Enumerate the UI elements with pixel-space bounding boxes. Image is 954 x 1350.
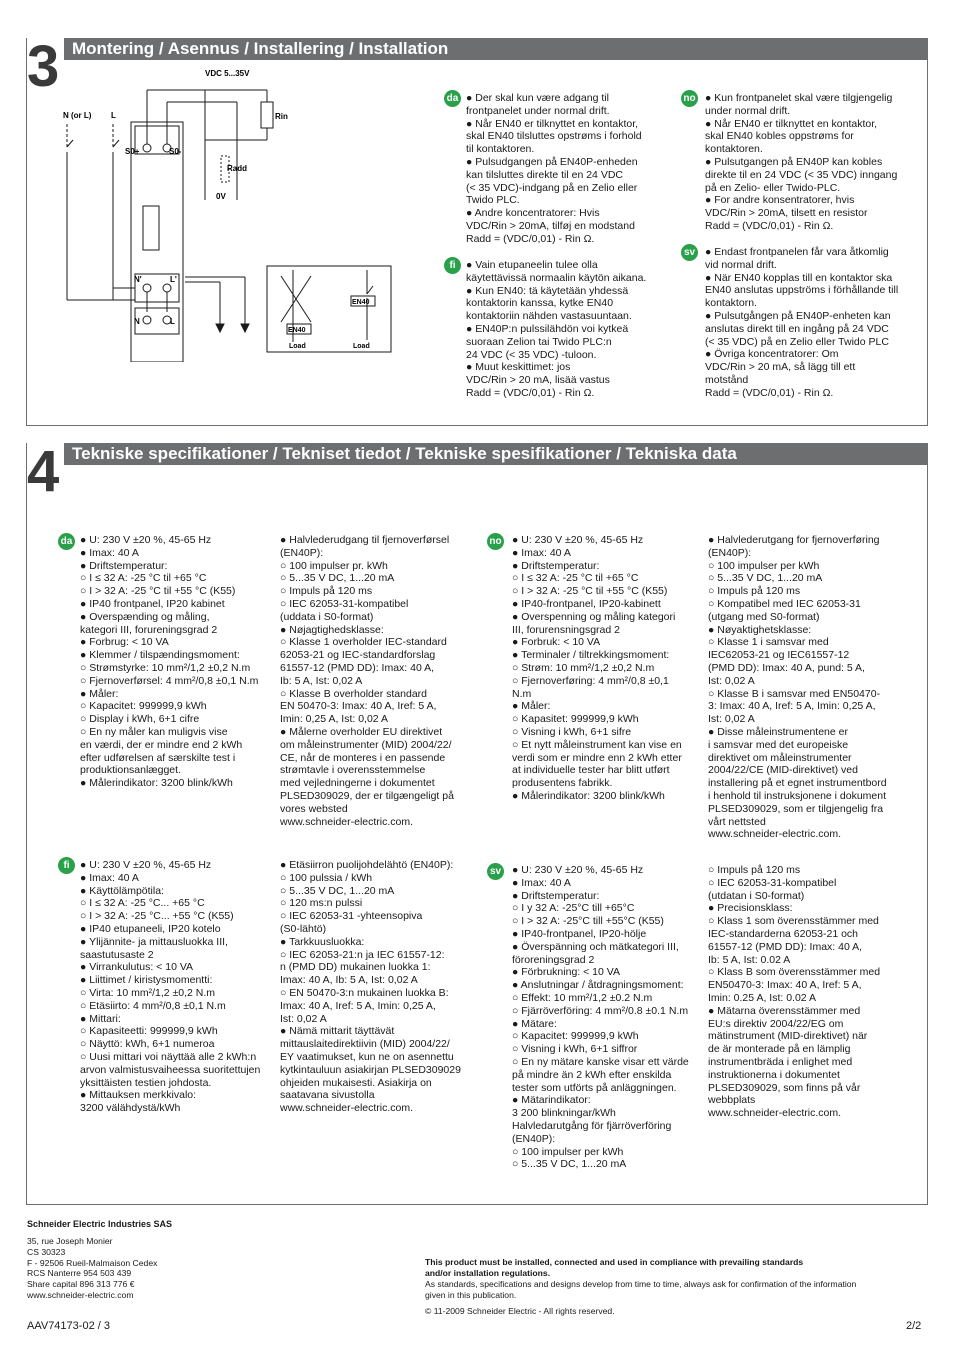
page-number: 2/2	[906, 1320, 922, 1332]
lang-badge-fi: fi	[444, 257, 461, 274]
lang-badge-da: da	[58, 533, 75, 550]
company-address: 35, rue Joseph Monier CS 30323 F - 92506 Rueil-Malmaison Cedex RCS Nanterre 954 503 439 Share capital 896 313 776 € www.schneider-electric.com	[27, 1236, 158, 1300]
label-s0-plus: S0+	[125, 147, 140, 156]
standards-notice: As standards, specifications and designs develop from time to time, always ask for confirmation of the information given in this publication.	[425, 1279, 857, 1300]
label-en40-right: EN40	[352, 299, 370, 306]
install-text-sv: ● Endast frontpanelen får vara åtkomlig vid normal drift. ● När EN40 kopplas till en kontaktor ska EN40 anslutas uppströms i förhållande till kontaktorn. ● Pulsutgången på EN40P-enheten kan anslutas direkt till en ingång på 24 VDC (< 35 VDC) på en Zelio eller Twido PLC ● Övriga koncentratorer: Om VDC/Rin > 20 mA, så lägg till ett motstånd Radd = (VDC/0,01) - Rin Ω.	[705, 246, 899, 399]
spec-sv-col1: ● U: 230 V ±20 %, 45-65 Hz ● Imax: 40 A ● Driftstemperatur: ○ I y 32 A: -25°C till +65°C ○ I > 32 A: -25°C till +55°C (K55) ● IP40-frontpanel, IP20-hölje ● Överspänning och mätkategori III, föroreningsgrad 2 ● Förbrukning: < 10 VA ● Anslutningar / åtdragningsmoment: ○ Effekt: 10 mm²/1,2 ±0.2 N.m ○ Fjärröverföring: 4 mm²/0.8 ±0.1 N.m ● Mätare: ○ Kapacitet: 999999,9 kWh ○ Visning i kWh, 6+1 siffror ○ En ny mätare kanske visar ett värde på mindre än 2 kWh efter enskilda tester som utförts på anläggningen. ● Mätarindikator: 3 200 blinkningar/kWh Halvledarutgång för fjärröverföring (EN40P): ○ 100 impulser per kWh ○ 5...35 V DC, 1...20 mA	[512, 864, 689, 1171]
label-l: L	[111, 111, 116, 120]
section-title: Tekniske specifikationer / Tekniset tiedot / Tekniske spesifikationer / Tekniska data	[64, 443, 927, 465]
document-reference: AAV74173-02 / 3	[27, 1320, 110, 1332]
label-s0-minus: S0-	[169, 147, 182, 156]
lang-badge-no: no	[681, 90, 698, 107]
label-load-left: Load	[289, 343, 306, 350]
copyright: © 11-2009 Schneider Electric - All rights reserved.	[425, 1306, 615, 1316]
section-title: Montering / Asennus / Installering / Installation	[64, 38, 927, 60]
spec-fi-col1: ● U: 230 V ±20 %, 45-65 Hz ● Imax: 40 A ● Käyttölämpötila: ○ I ≤ 32 A: -25 °C... +65 °C ○ I > 32 A: -25 °C... +55 °C (K55) ● IP40 etupaneeli, IP20 kotelo ● Ylijännite- ja mittausluokka III, saastutusaste 2 ● Virrankulutus: < 10 VA ● Liittimet / kiristysmomentti: ○ Virta: 10 mm²/1,2 ±0,2 N.m ○ Etäsiirto: 4 mm²/0,8 ±0,1 N.m ● Mittari: ○ Kapasiteetti: 999999,9 kWh ○ Näyttö: kWh, 6+1 numeroa ○ Uusi mittari voi näyttää alle 2 kWh:n arvon valmistusvaiheessa suoritettujen yksittäisten testien johdosta. ● Mittauksen merkkivalo: 3200 välähdystä/kWh	[80, 859, 261, 1115]
installation-notice: This product must be installed, connected and used in compliance with prevailing standards and/or installation regulations.	[425, 1257, 804, 1278]
lang-badge-sv: sv	[487, 863, 504, 880]
section-number: 3	[27, 34, 60, 99]
install-text-no: ● Kun frontpanelet skal være tilgjengelig under normal drift. ● Når EN40 er tilknyttet en kontaktor, skal EN40 kobles oppstrøms for kontaktoren. ● Pulsutgangen på EN40P kan kobles direkte til en 24 VDC (< 35 VDC) inngang på en Zelio- eller Twido-PLC. ● For andre konsentratorer, hvis VDC/Rin > 20mA, tilsett en resistor Radd = (VDC/0,01) - Rin Ω.	[705, 92, 898, 232]
install-text-da: ● Der skal kun være adgang til frontpanelet under normal drift. ● Når EN40 er tilknyttet en kontaktor, skal EN40 tilsluttes opstrøms i forhold til kontaktoren. ● Pulsudgangen på EN40P-enheden kan tilsluttes direkte til en 24 VDC (< 35 VDC)-indgang på en Zelio eller Twido PLC. ● Andre koncentratorer: Hvis VDC/Rin > 20mA, tilføj en modstand Radd = (VDC/0,01) - Rin Ω.	[466, 92, 642, 245]
label-radd: Radd	[227, 164, 247, 173]
label-rin: Rin	[275, 112, 288, 121]
spec-no-col1: ● U: 230 V ±20 %, 45-65 Hz ● Imax: 40 A ● Driftstemperatur: ○ I ≤ 32 A: -25 °C til +65 °C ○ I > 32 A: -25 °C til +55 °C (K55) ● IP40-frontpanel, IP20-kabinett ● Overspenning og måling kategori III, forurensningsgrad 2 ● Forbruk: < 10 VA ● Terminaler / tiltrekkingsmoment: ○ Strøm: 10 mm²/1,2 ±0,2 N.m ○ Fjernoverføring: 4 mm²/0,8 ±0,1 N.m ● Måler: ○ Kapasitet: 999999,9 kWh ○ Visning i kWh, 6+1 sifre ○ Et nytt måleinstrument kan vise en verdi som er mindre enn 2 kWh etter at individuelle tester har blitt utført produsentens fabrikk. ● Målerindikator: 3200 blink/kWh	[512, 534, 682, 802]
label-en40-left: EN40	[288, 327, 306, 334]
label-n-or-l: N (or L)	[63, 111, 92, 120]
lang-badge-da: da	[444, 90, 461, 107]
spec-da-col2: ● Halvlederudgang til fjernoverførsel (EN40P): ○ 100 impulser pr. kWh ○ 5...35 V DC, 1...20 mA ○ Impuls på 120 ms ○ IEC 62053-31-kompatibel (uddata i S0-format) ● Nøjagtighedsklasse: ○ Klasse 1 overholder IEC-standard 62053-21 og IEC-standardforslag 61557-12 (PMD DD): Imax: 40 A, Ib: 5 A, Ist: 0,02 A ○ Klasse B overholder standard EN 50470-3: Imax: 40 A, Iref: 5 A, Imin: 0,25 A, Ist: 0,02 A ● Målerne overholder EU direktivet om måleinstrumenter (MID) 2004/22/ CE, når de monteres i en passende strømtavle i overensstemmelse med vejledningerne i dokumentet PLSED309029, der er tilgængeligt på vores websted www.schneider-electric.com.	[280, 534, 454, 828]
section-number: 4	[27, 439, 60, 504]
label-vdc: VDC 5...35V	[205, 69, 250, 78]
company-name: Schneider Electric Industries SAS	[27, 1219, 173, 1229]
label-l-prime: L'	[170, 275, 177, 284]
lang-badge-no: no	[487, 533, 504, 550]
spec-sv-col2: ○ Impuls på 120 ms ○ IEC 62053-31-kompatibel (utdatan i S0-format) ● Precisionsklass: ○ Klass 1 som överensstämmer med IEC-standarderna 62053-21 och 61557-12 (PMD DD): Imax: 40 A, Ib: 5 A, Ist: 0.02 A ○ Klass B som överensstämmer med EN50470-3: Imax: 40 A, Iref: 5 A, Imin: 0.25 A, Ist: 0.02 A ● Mätarna överensstämmer med EU:s direktiv 2004/22/EG om mätinstrument (MID-direktivet) när de är monterade på en lämplig instrumentbräda i enlighet med instruktionerna i dokumentet PLSED309029, som finns på vår webbplats www.schneider-electric.com.	[708, 864, 881, 1120]
spec-fi-col2: ● Etäsiirron puolijohdelähtö (EN40P): ○ 100 pulssia / kWh ○ 5...35 V DC, 1...20 mA ○ 120 ms:n pulssi ○ IEC 62053-31 -yhteensopiva (S0-lähtö) ● Tarkkuusluokka: ○ IEC 62053-21:n ja IEC 61557-12: n (PMD DD) mukainen luokka 1: Imax: 40 A, Ib: 5 A, Ist: 0,02 A ○ EN 50470-3:n mukainen luokka B: Imax: 40 A, Iref: 5 A, Imin: 0,25 A, Ist: 0,02 A ● Nämä mittarit täyttävät mittauslaitedirektiivin (MID) 2004/22/ EY vaatimukset, kun ne on asennettu kytkintauluun asiakirjan PLSED309029 ohjeiden mukaisesti. Asiakirja on saatavana sivustolla www.schneider-electric.com.	[280, 859, 461, 1115]
label-n-prime: N'	[134, 275, 142, 284]
label-0v: 0V	[216, 192, 226, 201]
label-load-right: Load	[353, 343, 370, 350]
wiring-diagram	[55, 62, 395, 362]
spec-da-col1: ● U: 230 V ±20 %, 45-65 Hz ● Imax: 40 A ● Driftstemperatur: ○ I ≤ 32 A: -25 °C til +65 °C ○ I > 32 A: -25 °C til +55 °C (K55) ● IP40 frontpanel, IP20 kabinet ● Overspænding og måling, kategori III, forureningsgrad 2 ● Forbrug: < 10 VA ● Klemmer / tilspændingsmoment: ○ Strømstyrke: 10 mm²/1,2 ±0,2 N.m ○ Fjernoverførsel: 4 mm²/0,8 ±0,1 N.m ● Måler: ○ Kapacitet: 999999,9 kWh ○ Display i kWh, 6+1 cifre ○ En ny måler kan muligvis vise en værdi, der er mindre end 2 kWh efter udførelsen af særskilte test i produktionsanlægget. ● Målerindikator: 3200 blink/kWh	[80, 534, 259, 790]
install-text-fi: ● Vain etupaneelin tulee olla käytettävissä normaalin käytön aikana. ● Kun EN40: tä käytetään yhdessä kontaktorin kanssa, kytke EN40 kontaktoriin nähden vastasuuntaan. ● EN40P:n pulssilähdön voi kytkeä suoraan Zelion tai Twido PLC:n 24 VDC (< 35 VDC) -tuloon. ● Muut keskittimet: jos VDC/Rin > 20 mA, lisää vastus Radd = (VDC/0,01) - Rin Ω.	[466, 259, 647, 399]
label-n: N	[134, 317, 140, 326]
label-l-bottom: L	[170, 317, 175, 326]
lang-badge-sv: sv	[681, 244, 698, 261]
spec-no-col2: ● Halvlederutgang for fjernoverføring (EN40P): ○ 100 impulser per kWh ○ 5...35 V DC, 1...20 mA ○ Impuls på 120 ms ○ Kompatibel med IEC 62053-31 (utgang med S0-format) ● Nøyaktighetsklasse: ○ Klasse 1 i samsvar med IEC62053-21 og IEC61557-12 (PMD DD): Imax: 40 A, pund: 5 A, Ist: 0,02 A ○ Klasse B i samsvar med EN50470- 3: Imax: 40 A, Iref: 5 A, Imin: 0,25 A, Ist: 0,02 A ● Disse måleinstrumentene er i samsvar med det europeiske direktivet om måleinstrumenter 2004/22/CE (MID-direktivet) ved installering på et egnet instrumentbord i henhold til instruksjonene i dokument PLSED309029, som er tilgjengelig fra vårt nettsted www.schneider-electric.com.	[708, 534, 887, 841]
lang-badge-fi: fi	[58, 857, 75, 874]
